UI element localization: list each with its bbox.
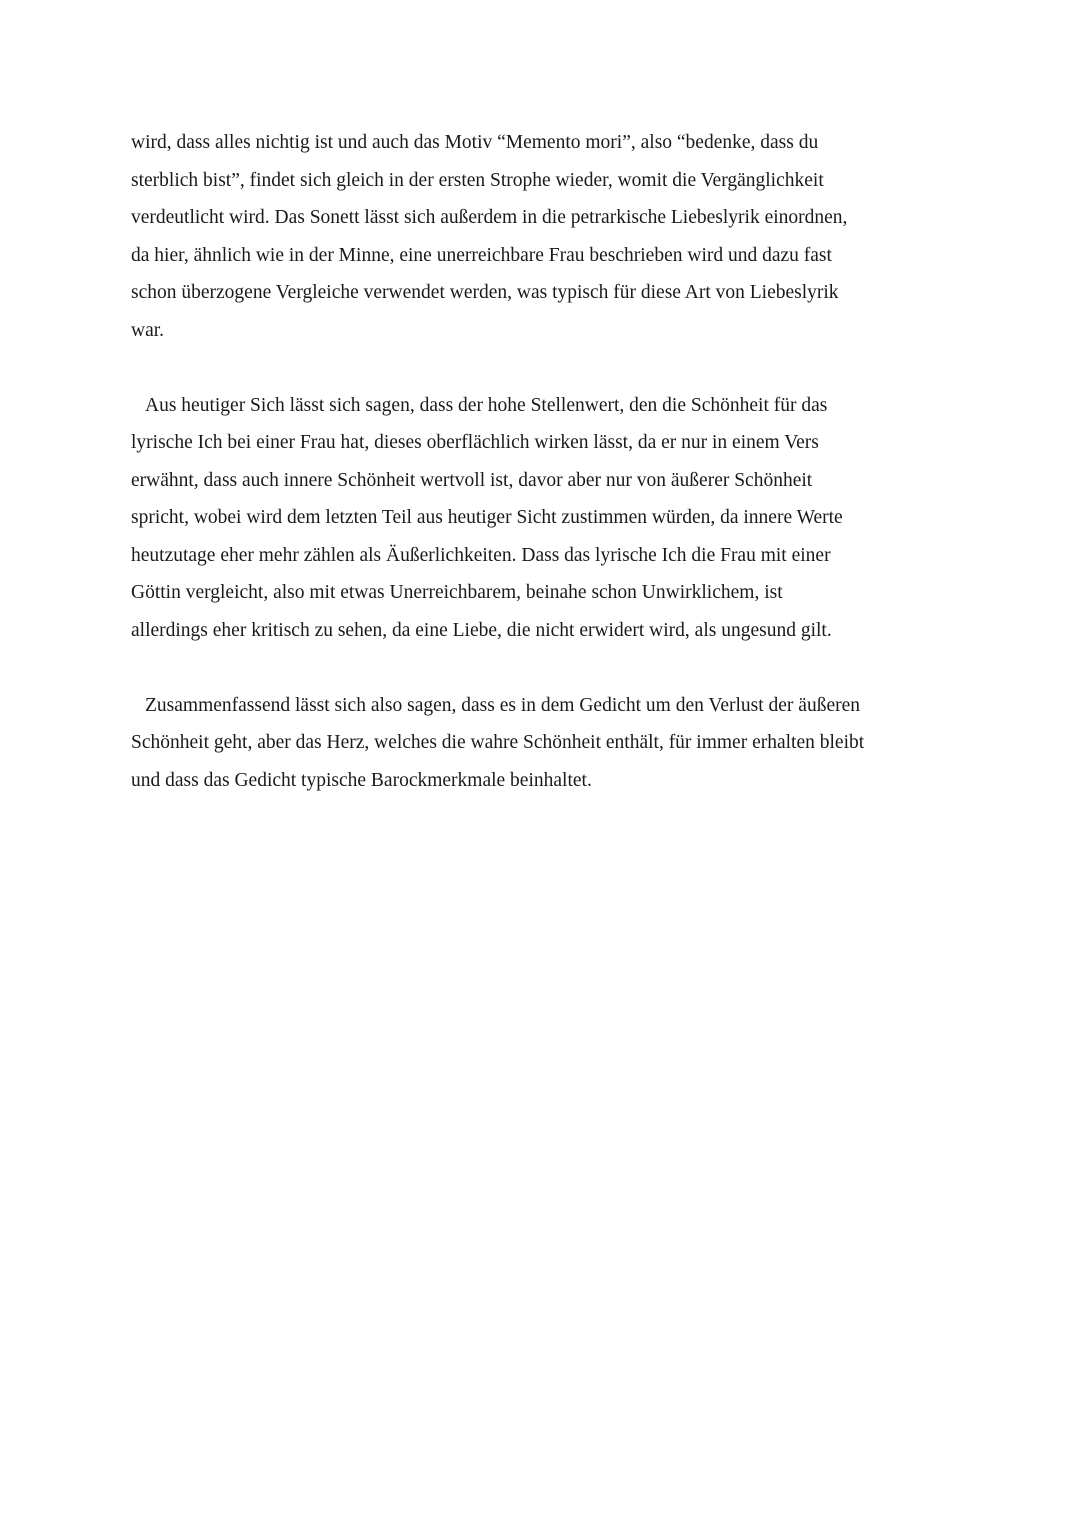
- text-line: wird, dass alles nichtig ist und auch das Motiv “Memento mori”, also “bedenke, dass du: [131, 132, 819, 153]
- text-line: verdeutlicht wird. Das Sonett lässt sich außerdem in die petrarkische Liebeslyrik einordnen,: [131, 207, 848, 228]
- text-line: allerdings eher kritisch zu sehen, da eine Liebe, die nicht erwidert wird, als ungesund gilt.: [131, 619, 832, 641]
- text-line: sterblich bist”, findet sich gleich in der ersten Strophe wieder, womit die Vergänglichkeit: [131, 169, 824, 191]
- text-line: spricht, wobei wird dem letzten Teil aus heutiger Sicht zustimmen würden, da innere Werte: [131, 507, 843, 528]
- text-line: Zusammenfassend lässt sich also sagen, dass es in dem Gedicht um den Verlust der äußeren: [145, 694, 861, 716]
- text-line: und dass das Gedicht typische Barockmerkmale beinhaltet.: [131, 769, 592, 791]
- text-line: Göttin vergleicht, also mit etwas Unerreichbarem, beinahe schon Unwirklichem, ist: [131, 582, 783, 603]
- document-body: [131, 124, 961, 799]
- text-line: schon überzogene Vergleiche verwendet werden, was typisch für diese Art von Liebeslyrik: [131, 282, 839, 303]
- text-line: Aus heutiger Sich lässt sich sagen, dass der hohe Stellenwert, den die Schönheit für das: [145, 394, 828, 416]
- text-line: erwähnt, dass auch innere Schönheit wertvoll ist, davor aber nur von äußerer Schönheit: [131, 469, 813, 491]
- text-line: lyrische Ich bei einer Frau hat, dieses oberflächlich wirken lässt, da er nur in einem Vers: [131, 432, 819, 453]
- text-line: Schönheit geht, aber das Herz, welches die wahre Schönheit enthält, für immer erhalten bleibt: [131, 732, 865, 753]
- paragraph-3: [131, 687, 961, 800]
- text-line: da hier, ähnlich wie in der Minne, eine unerreichbare Frau beschrieben wird und dazu fast: [131, 244, 832, 266]
- paragraph-2: [131, 387, 961, 650]
- text-line: heutzutage eher mehr zählen als Äußerlichkeiten. Dass das lyrische Ich die Frau mit einer: [131, 544, 831, 566]
- paragraph-1: [131, 124, 961, 349]
- text-line: war.: [131, 319, 165, 341]
